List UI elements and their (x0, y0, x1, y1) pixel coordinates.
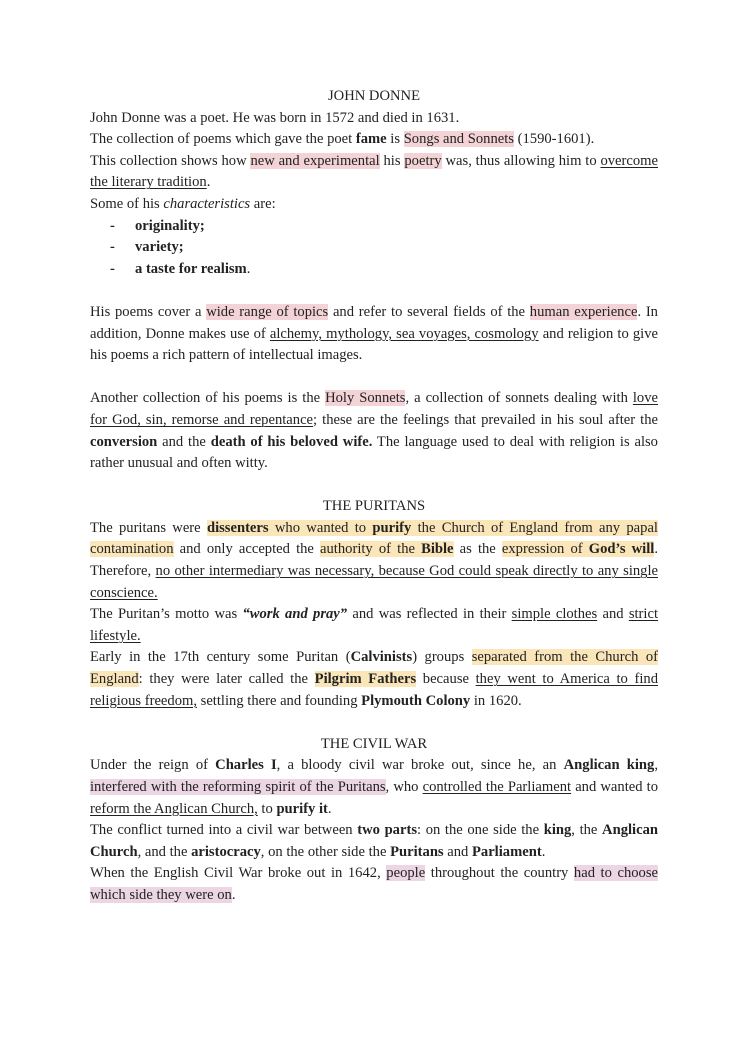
list-item: - originality; (110, 216, 658, 238)
donne-intro-line: John Donne was a poet. He was born in 1572 and died in 1631. (90, 109, 460, 126)
characteristics-list (90, 216, 658, 281)
list-item: - variety; (110, 237, 658, 259)
section-title-puritans: THE PURITANS (322, 498, 426, 515)
donne-characteristics-intro: Some of his characteristics are: (90, 195, 276, 212)
civilwar-1642-paragraph: When the English Civil War broke out in 1642, people throughout the country had to choose which side they were on. (90, 865, 658, 903)
civilwar-reign-paragraph: Under the reign of Charles I, a bloody civil war broke out, since he, an Anglican king, interfered with the reforming spirit of the Puritans, who controlled the Parliament and wanted to reform the Anglican Church, to purify it. (90, 757, 659, 817)
puritans-motto-paragraph: The Puritan’s motto was “work and pray” and was reflected in their simple clothes and strict lifestyle. (90, 606, 659, 644)
puritans-dissenters-paragraph: The puritans were dissenters who wanted to purify the Church of England from any papal contamination and only accepted the authority of the Bible as the expression of God’s will. Therefore, no other intermediary was necessary, because God could speak directly to any single conscience. (90, 519, 658, 601)
donne-experimental-paragraph: This collection shows how new and experimental his poetry was, thus allowing him to overcome the literary tradition. (90, 152, 658, 191)
donne-collection-paragraph: The collection of poems which gave the poet fame is Songs and Sonnets (1590-1601). (90, 131, 595, 148)
list-item: - a taste for realism. (110, 259, 658, 281)
document-page (90, 86, 658, 907)
section-title-john-donne: JOHN DONNE (327, 88, 421, 104)
puritans-pilgrim-paragraph: Early in the 17th century some Puritan (Calvinists) groups separated from the Church of England: they were later called the Pilgrim Fathers because they went to America to find religious freedom, settling there and founding Plymouth Colony in 1620. (90, 649, 658, 709)
donne-holy-sonnets-paragraph: Another collection of his poems is the Holy Sonnets, a collection of sonnets dealing with love for God, sin, remorse and repentance; these are the feelings that prevailed in his soul after the conversion and the death of his beloved wife. The language used to deal with religion is also rather unusual and often witty. (90, 390, 658, 472)
civilwar-conflict-paragraph: The conflict turned into a civil war between two parts: on the one side the king, the Anglican Church, and the aristocracy, on the other side the Puritans and Parliament. (90, 822, 658, 860)
donne-topics-paragraph: His poems cover a wide range of topics and refer to several fields of the human experience. In addition, Donne makes use of alchemy, mythology, sea voyages, cosmology and religion to give his poems a rich pattern of intellectual images. (90, 303, 658, 364)
section-title-civil-war: THE CIVIL WAR (320, 735, 428, 752)
